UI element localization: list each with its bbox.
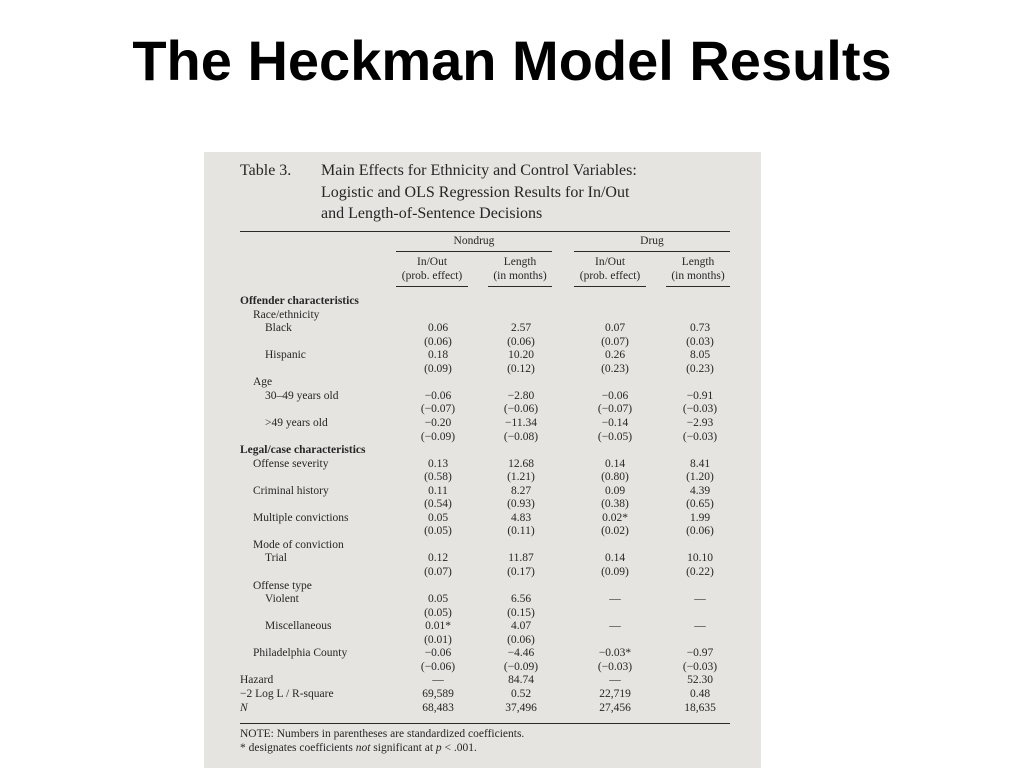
table-cell: (−0.09)	[420, 430, 456, 443]
table-cell: 69,589	[422, 687, 454, 700]
table-cell: (0.02)	[601, 525, 629, 538]
table-cell: 27,456	[599, 701, 631, 714]
table-cell: −2.80	[507, 389, 535, 402]
table-cell: (0.07)	[601, 335, 629, 348]
caption-line: Main Effects for Ethnicity and Control Variables:	[321, 162, 637, 179]
table-note: NOTE: Numbers in parentheses are standardized coefficients.	[240, 728, 525, 740]
row-label: Philadelphia County	[253, 647, 348, 660]
table-cell: (−0.09)	[503, 660, 539, 673]
table-cell: —	[694, 620, 706, 633]
row-label: Miscellaneous	[265, 620, 332, 633]
table-cell: —	[694, 593, 706, 606]
row-label: 30–49 years old	[265, 389, 339, 402]
table-cell: 8.41	[689, 457, 711, 470]
table-cell: (0.09)	[424, 362, 452, 375]
table-cell: 4.83	[510, 511, 532, 524]
table-cell: (−0.05)	[597, 430, 633, 443]
table-cell: (−0.07)	[597, 403, 633, 416]
table-cell: (0.05)	[424, 606, 452, 619]
row-label: Legal/case characteristics	[240, 444, 366, 457]
table-cell: 68,483	[422, 701, 454, 714]
column-header-line: In/Out	[594, 256, 626, 268]
table-cell: (0.05)	[424, 525, 452, 538]
column-rule	[488, 286, 552, 287]
table-cell: (−0.03)	[682, 430, 718, 443]
row-label: Black	[265, 322, 292, 335]
row-label: Race/ethnicity	[253, 308, 320, 321]
column-header	[666, 256, 730, 283]
row-label: Violent	[265, 593, 299, 606]
table-cell: 0.09	[604, 484, 626, 497]
table-cell: (0.11)	[507, 525, 535, 538]
table-cell: (1.21)	[507, 471, 535, 484]
group-header-drug: Drug	[640, 235, 664, 247]
caption-line: Logistic and OLS Regression Results for In/Out	[321, 183, 630, 201]
column-header	[488, 256, 552, 283]
table-cell: (−0.03)	[597, 660, 633, 673]
table-cell: (0.06)	[507, 633, 535, 646]
table-cell: (0.03)	[686, 335, 714, 348]
table-cell: (0.58)	[424, 471, 452, 484]
table-cell: (−0.03)	[682, 660, 718, 673]
table-cell: 0.14	[604, 457, 626, 470]
group-rule-nondrug	[396, 251, 552, 252]
column-rule	[666, 286, 730, 287]
table-cell: (0.06)	[686, 525, 714, 538]
row-label: >49 years old	[265, 416, 328, 429]
table-cell: −0.91	[686, 389, 714, 402]
table-cell: (−0.06)	[503, 403, 539, 416]
table-cell: 22,719	[599, 687, 631, 700]
column-rule	[396, 286, 468, 287]
table-cell: (1.20)	[686, 471, 714, 484]
table-cell: 37,496	[505, 701, 537, 714]
table-cell: (0.65)	[686, 498, 714, 511]
row-label: Hazard	[240, 674, 274, 687]
table-cell: (0.01)	[424, 633, 452, 646]
column-header-line: (prob. effect)	[579, 269, 641, 282]
table-cell: 0.05	[427, 593, 449, 606]
table-cell: 52.30	[687, 674, 713, 687]
table-cell: −0.06	[424, 647, 452, 660]
table-cell: 0.06	[427, 322, 449, 335]
table-cell: (0.54)	[424, 498, 452, 511]
table-footnote	[240, 742, 477, 754]
table-cell: 0.01*	[425, 620, 451, 633]
row-label: Trial	[265, 552, 287, 565]
table-footnote-text: * designates coefficients not significant at p < .001.	[240, 742, 477, 754]
table-cell: −11.34	[505, 416, 537, 429]
table-cell: −0.03*	[598, 647, 632, 660]
table-cell: 8.27	[510, 484, 532, 497]
table-caption-text	[321, 160, 751, 225]
table-cell: (0.06)	[507, 335, 535, 348]
table-cell: 0.73	[689, 322, 711, 335]
table-cell: (0.06)	[424, 335, 452, 348]
table-cell: (0.09)	[601, 566, 629, 578]
column-header	[396, 256, 468, 283]
column-header-line: Length	[681, 256, 715, 268]
table-cell: 8.05	[689, 349, 711, 362]
table-cell: 11.87	[508, 552, 534, 565]
table-cell: −0.06	[601, 389, 629, 402]
table-cell: −0.06	[424, 389, 452, 402]
row-label: Hispanic	[265, 349, 306, 362]
table-cell: (0.15)	[507, 606, 535, 619]
group-rule-drug	[574, 251, 730, 252]
row-label: −2 Log L / R-square	[240, 687, 334, 700]
table-cell: 4.39	[689, 484, 711, 497]
table-cell: 4.07	[510, 620, 532, 633]
table-cell: −0.14	[601, 416, 629, 429]
table-cell: (0.93)	[507, 498, 535, 511]
column-header-line: (in months)	[493, 269, 547, 282]
column-header-line: In/Out	[416, 256, 448, 268]
table-cell: 0.14	[604, 552, 626, 565]
table-cell: 10.20	[508, 349, 534, 362]
table-cell: (−0.08)	[503, 430, 539, 443]
bottom-rule	[240, 723, 730, 724]
table-cell: —	[609, 674, 621, 687]
row-label: Mode of conviction	[253, 538, 344, 551]
row-label: Age	[253, 376, 273, 389]
table-cell: (−0.06)	[420, 660, 456, 673]
table-cell: 84.74	[508, 674, 534, 687]
row-label: N	[240, 701, 248, 714]
group-header-nondrug: Nondrug	[453, 235, 495, 247]
table-cell: —	[609, 593, 621, 606]
table-cell: 0.18	[427, 349, 449, 362]
row-label: Offense type	[253, 579, 312, 592]
table-cell: 0.12	[427, 552, 449, 565]
top-rule	[240, 231, 730, 232]
table-cell: (0.12)	[507, 362, 535, 375]
table-cell: (0.22)	[686, 566, 714, 578]
table-cell: 2.57	[510, 322, 532, 335]
column-header	[574, 256, 646, 283]
table-cell: 0.05	[427, 511, 449, 524]
table-number: Table 3.	[240, 162, 292, 179]
table-cell: 0.48	[689, 687, 711, 700]
table-cell: 0.26	[604, 349, 626, 362]
column-header-line: Length	[503, 256, 537, 268]
table-cell: (0.07)	[424, 566, 452, 578]
table-cell: 18,635	[684, 701, 716, 714]
table-cell: 12.68	[508, 457, 534, 470]
table-cell: (0.80)	[601, 471, 629, 484]
table-cell: −2.93	[686, 416, 714, 429]
table-cell: (−0.03)	[682, 403, 718, 416]
row-label: Criminal history	[253, 484, 329, 497]
row-label: Offender characteristics	[240, 295, 359, 307]
column-header-line: (prob. effect)	[401, 269, 463, 282]
column-header-line: (in months)	[671, 269, 725, 282]
table-cell: 0.07	[604, 322, 626, 335]
table-cell: 0.13	[427, 457, 449, 470]
scanned-table-image	[204, 152, 761, 768]
table-cell: (0.17)	[507, 566, 535, 578]
table-cell: (0.23)	[686, 362, 714, 375]
table-cell: 0.11	[428, 484, 448, 497]
table-cell: −0.97	[686, 647, 714, 660]
slide-title: The Heckman Model Results	[132, 29, 892, 92]
caption-line: and Length-of-Sentence Decisions	[321, 205, 543, 222]
table-cell: —	[609, 620, 621, 633]
table-cell: −0.20	[424, 416, 452, 429]
table-cell: −4.46	[507, 647, 535, 660]
table-cell: 10.10	[687, 552, 713, 565]
row-label: Offense severity	[253, 457, 329, 470]
table-cell: 1.99	[689, 511, 711, 524]
table-cell: (0.38)	[601, 498, 629, 511]
column-rule	[574, 286, 646, 287]
row-label: Multiple convictions	[253, 511, 349, 524]
table-cell: 0.52	[510, 687, 532, 700]
table-cell: (0.23)	[601, 362, 629, 375]
table-cell: (−0.07)	[420, 403, 456, 416]
table-cell: 0.02*	[602, 511, 628, 524]
table-cell: —	[432, 674, 444, 687]
table-cell: 6.56	[510, 593, 532, 606]
